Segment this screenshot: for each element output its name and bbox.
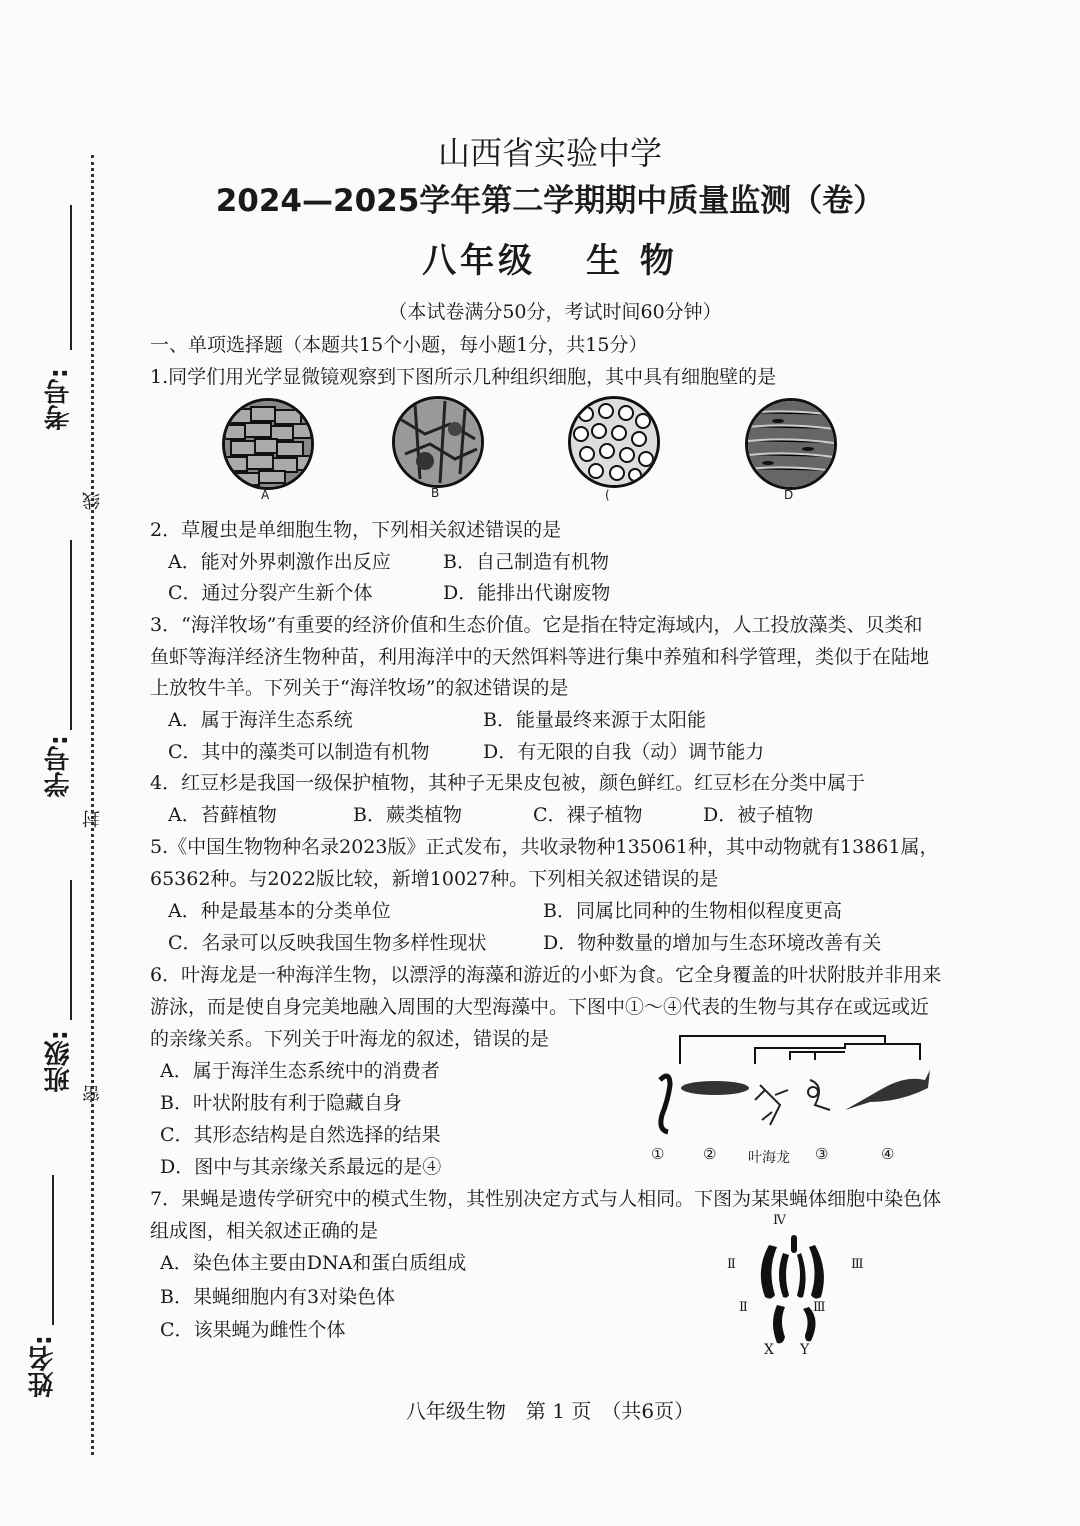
micrograph-c [568, 396, 660, 488]
q3-stem-3: 上放牧牛羊。下列关于“海洋牧场”的叙述错误的是 [150, 677, 569, 699]
xingming-label: 姓名: [28, 1335, 58, 1398]
q6-option-a: A．属于海洋生态系统中的消费者 [160, 1060, 440, 1082]
chromosome-figure [725, 1225, 865, 1350]
q7-option-b: B．果蝇细胞内有3对染色体 [160, 1286, 396, 1308]
q7-stem-2: 组成图，相关叙述正确的是 [150, 1220, 379, 1242]
q6-stem-1: 6．叶海龙是一种海洋生物，以漂浮的海藻和游近的小虾为食。它全身覆盖的叶状附肢并非用来 [150, 964, 942, 986]
xuehao-label: 学号: [44, 735, 74, 798]
q6-stem-3: 的亲缘关系。下列关于叶海龙的叙述，错误的是 [150, 1028, 550, 1050]
q3-option-b: B．能量最终来源于太阳能 [483, 709, 706, 731]
q5-option-d: D．物种数量的增加与生态环境改善有关 [543, 932, 882, 954]
exam-note: （本试卷满分50分，考试时间60分钟） [388, 301, 722, 323]
micrograph-b [392, 396, 484, 488]
q4-option-b: B．蕨类植物 [353, 804, 462, 826]
chrom-label-ii-bottom: Ⅱ [739, 1300, 748, 1315]
tree-label-1: ① [651, 1145, 665, 1163]
banji-label: 班级: [44, 1030, 74, 1093]
caption-a: A [261, 488, 270, 502]
q3-option-a: A．属于海洋生态系统 [168, 709, 353, 731]
onion-cells-image [225, 401, 311, 487]
q5-option-b: B．同属比同种的生物相似程度更高 [543, 900, 842, 922]
q4-option-d: D．被子植物 [703, 804, 814, 826]
tree-label-leafy-seadragon: 叶海龙 [748, 1150, 790, 1166]
q6-stem-2: 游泳，而是使自身完美地融入周围的大型海藻中。下图中①～④代表的生物与其存在或远或近 [150, 996, 930, 1018]
xingming-blank-line [52, 1175, 54, 1325]
q4-stem: 4．红豆杉是我国一级保护植物，其种子无果皮包被，颜色鲜红。红豆杉在分类中属于 [150, 772, 866, 794]
q6-option-c: C．其形态结构是自然选择的结果 [160, 1124, 441, 1146]
micrograph-d [745, 398, 837, 490]
grade-label: 八年级 [422, 241, 537, 281]
blood-cells-image [571, 399, 657, 485]
banji-blank-line [70, 880, 72, 1020]
q5-stem-1: 5.《中国生物物种名录2023版》正式发布，共收录物种135061种，其中动物就有13861属， [150, 836, 939, 858]
q7-stem-1: 7．果蝇是遗传学研究中的模式生物，其性别决定方式与人相同。下图为某果蝇体细胞中染色体 [150, 1188, 942, 1210]
q2-stem: 2．草履虫是单细胞生物，下列相关叙述错误的是 [150, 519, 562, 541]
q2-option-a: A．能对外界刺激作出反应 [168, 551, 391, 573]
chrom-label-iv: Ⅳ [773, 1213, 786, 1228]
q5-stem-2: 65362种。与2022版比较，新增10027种。下列相关叙述错误的是 [150, 868, 719, 890]
subject-label: 生 物 [586, 241, 678, 281]
tree-label-3: ③ [815, 1145, 829, 1163]
cut-mark-xian: 线 [82, 492, 103, 510]
cut-mark-feng: 封 [82, 810, 103, 828]
q4-option-c: C．裸子植物 [533, 804, 643, 826]
q3-stem-1: 3．“海洋牧场”有重要的经济价值和生态价值。它是指在特定海域内，人工投放藻类、贝类和 [150, 614, 923, 636]
exam-title: 2024—2025学年第二学期期中质量监测（卷） [215, 183, 885, 219]
q7-option-c: C．该果蝇为雌性个体 [160, 1319, 346, 1341]
school-title: 山西省实验中学 [437, 134, 662, 172]
q1-stem: 1.同学们用光学显微镜观察到下图所示几种组织细胞，其中具有细胞壁的是 [150, 366, 777, 388]
section-heading: 一、单项选择题（本题共15个小题，每小题1分，共15分） [150, 334, 648, 356]
q3-option-c: C．其中的藻类可以制造有机物 [168, 741, 430, 763]
q2-option-c: C．通过分裂产生新个体 [168, 582, 373, 604]
phylogenetic-tree-figure [630, 1030, 940, 1140]
xuehao-blank-line [70, 540, 72, 730]
q6-option-b: B．叶状附肢有利于隐藏自身 [160, 1092, 402, 1114]
chrom-label-ii-top: Ⅱ [727, 1257, 736, 1272]
q2-option-b: B．自己制造有机物 [443, 551, 609, 573]
tree-label-2: ② [703, 1145, 717, 1163]
q3-option-d: D．有无限的自我（动）调节能力 [483, 741, 765, 763]
micrograph-a [222, 398, 314, 490]
caption-c: ( [605, 488, 610, 502]
tree-label-4: ④ [881, 1145, 895, 1163]
q2-option-d: D．能排出代谢废物 [443, 582, 611, 604]
chrom-label-iii-top: Ⅲ [851, 1257, 864, 1272]
q6-option-d: D．图中与其亲缘关系最远的是④ [160, 1156, 442, 1178]
binding-dotted-line [91, 155, 94, 1455]
grade-subject-title [0, 233, 1080, 282]
chrom-label-iii-bottom: Ⅲ [813, 1300, 826, 1315]
cut-mark-mi: 密 [82, 1085, 103, 1103]
muscle-tissue-image [748, 401, 834, 487]
q5-option-a: A．种是最基本的分类单位 [168, 900, 391, 922]
chrom-label-x: X [764, 1342, 774, 1358]
q4-option-a: A．苔藓植物 [168, 804, 277, 826]
page-footer: 八年级生物 第 1 页 （共6页） [405, 1399, 695, 1423]
q5-option-c: C．名录可以反映我国生物多样性现状 [168, 932, 487, 954]
tissue-b-image [395, 399, 481, 485]
chrom-label-y: Y [800, 1342, 810, 1358]
q3-stem-2: 鱼虾等海洋经济生物种苗，利用海洋中的天然饵料等进行集中养殖和科学管理，类似于在陆地 [150, 646, 930, 668]
kaohao-label: 考号: [44, 368, 74, 431]
caption-b: B [431, 486, 440, 500]
q7-option-a: A．染色体主要由DNA和蛋白质组成 [160, 1252, 467, 1274]
caption-d: D [784, 488, 794, 502]
